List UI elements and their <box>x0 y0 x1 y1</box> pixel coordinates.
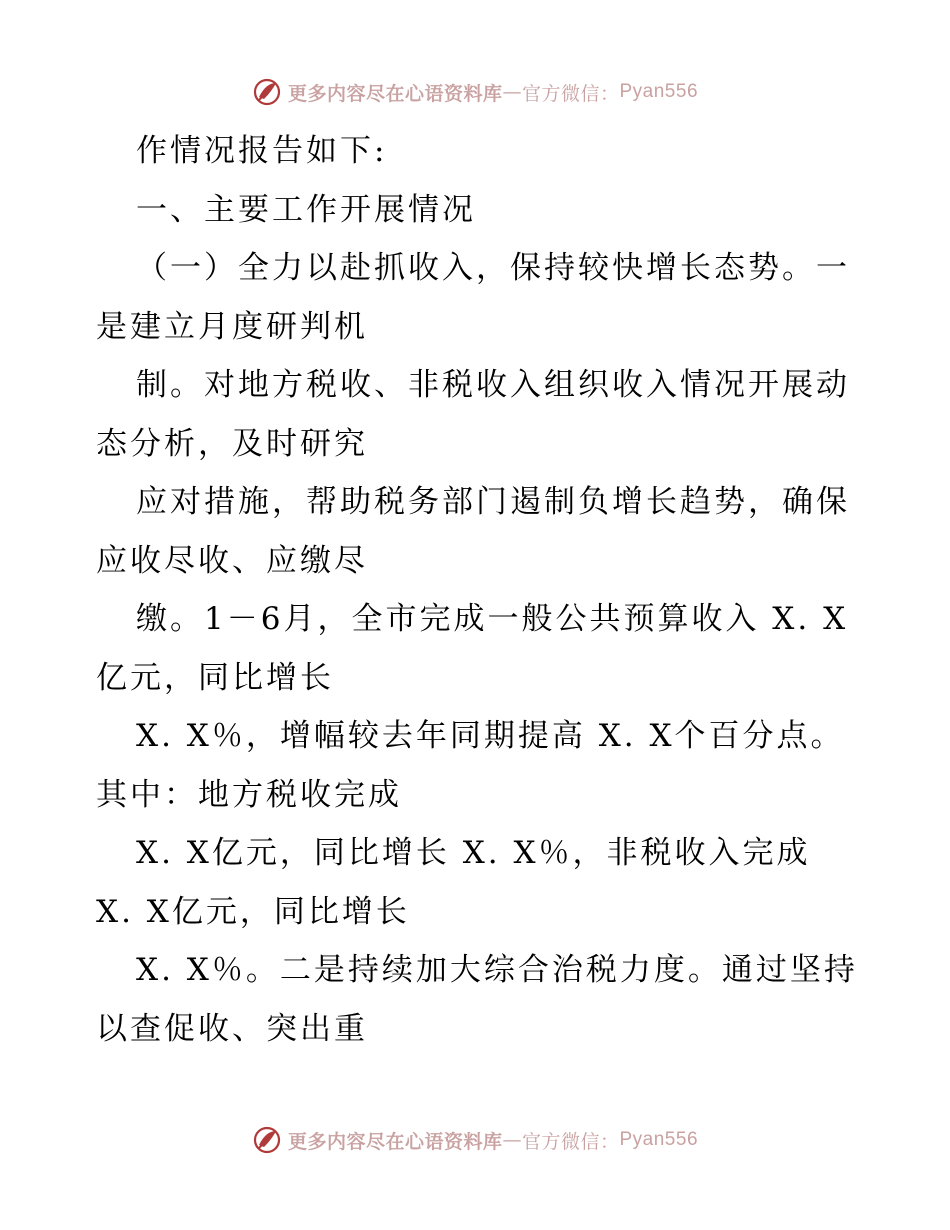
section-heading: 一、主要工作开展情况 <box>136 191 476 228</box>
text-line: 应对措施，帮助税务部门遏制负增长趋势，确保 <box>136 484 850 520</box>
watermark-separator: — <box>502 81 522 103</box>
text-line: （一）全力以赴抓收入，保持较快增长态势。一 <box>136 250 850 286</box>
text-line: 应收尽收、应缴尽 <box>96 542 368 579</box>
text-line: 缴。1－6月，全市完成一般公共预算收入 X. X <box>136 601 849 637</box>
text-line: 以查促收、突出重 <box>96 1010 368 1047</box>
text-line: 制。对地方税收、非税收入组织收入情况开展动 <box>136 367 850 403</box>
text-line: X. X亿元，同比增长 <box>96 893 410 930</box>
text-line: 亿元，同比增长 <box>96 659 334 696</box>
pen-nib-logo-icon <box>252 1125 282 1155</box>
pen-nib-logo-icon <box>252 77 282 107</box>
document-body <box>96 122 856 1058</box>
text-line: X. X％。二是持续加大综合治税力度。通过坚持 <box>136 952 858 988</box>
watermark-separator: — <box>502 1129 522 1151</box>
watermark-brand: 更多内容尽在心语资料库 <box>287 1130 503 1153</box>
watermark-brand: 更多内容尽在心语资料库 <box>287 82 503 105</box>
watermark-header <box>0 72 950 112</box>
text-line: 态分析，及时研究 <box>96 425 368 462</box>
text-line: X. X％，增幅较去年同期提高 X. X个百分点。 <box>136 718 845 754</box>
text-line: X. X亿元，同比增长 X. X％，非税收入完成 <box>136 835 811 871</box>
watermark-wechat-id: Pyan556 <box>619 1129 699 1150</box>
watermark-wechat-id: Pyan556 <box>619 81 699 102</box>
watermark-label: 官方微信： <box>521 1130 620 1153</box>
watermark-footer <box>0 1120 950 1160</box>
text-line: 其中：地方税收完成 <box>96 776 402 813</box>
text-line: 是建立月度研判机 <box>96 308 368 345</box>
text-line: 作情况报告如下: <box>136 133 388 169</box>
watermark-label: 官方微信： <box>521 82 620 105</box>
